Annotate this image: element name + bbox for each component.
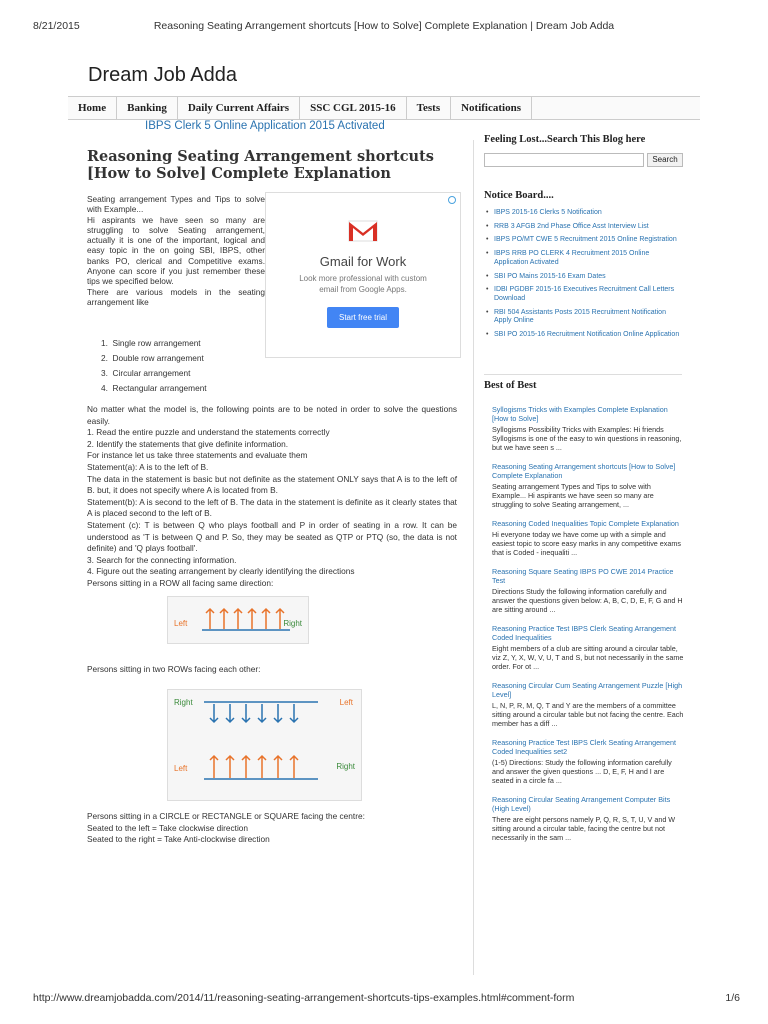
gmail-ad-banner[interactable] — [265, 192, 461, 358]
print-title: Reasoning Seating Arrangement shortcuts [How to Solve] Complete Explanation | Dream Job Adda — [153, 20, 615, 32]
nav-home[interactable]: Home — [68, 97, 117, 119]
best-post-snippet: There are eight persons namely P, Q, R, S, T, U, V and W sitting around a circular table, facing the centre but not necessarily in the sam ... — [492, 815, 676, 842]
notice-link[interactable]: • IDBI PGDBF 2015-16 Executives Recruitment Call Letters Download — [484, 286, 684, 303]
closing-line: Persons sitting in a CIRCLE or RECTANGLE or SQUARE facing the centre: — [87, 811, 365, 822]
nav-ssc-cgl[interactable]: SSC CGL 2015-16 — [300, 97, 407, 119]
double-row-diagram — [167, 689, 362, 801]
best-post-link[interactable]: Reasoning Seating Arrangement shortcuts [How to Solve] Complete Explanation — [492, 462, 676, 480]
list-item — [484, 624, 684, 671]
list-item: 1. Single row arrangement — [101, 338, 201, 348]
closing-text — [87, 811, 457, 846]
fig2-top-right-label: Left — [339, 698, 353, 708]
print-url: http://www.dreamjobadda.com/2014/11/reasoning-seating-arrangement-shortcuts-tips-examples.html#comment-form — [33, 992, 575, 1004]
list-item — [484, 462, 684, 509]
post-body — [87, 404, 457, 590]
sidebar-search — [484, 134, 684, 167]
closing-line: Seated to the right = Take Anti-clockwise direction — [87, 834, 270, 845]
body-para: 1. Read the entire puzzle and understand the statements correctly — [87, 427, 330, 438]
notice-link[interactable]: • IBPS RRB PO CLERK 4 Recruitment 2015 Online Application Activated — [484, 250, 684, 267]
intro-line-3: There are various models in the seating arrangement like — [87, 286, 265, 307]
notice-link[interactable]: • SBI PO 2015-16 Recruitment Notification Online Application — [484, 331, 684, 340]
body-para: The data in the statement is basic but not definite as the statement ONLY says that A is to the left of B. but, it does not specify where A is located from B. — [87, 473, 457, 496]
sidebar-best-of-best — [484, 380, 684, 852]
notice-link[interactable]: • SBI PO Mains 2015-16 Exam Dates — [484, 273, 684, 282]
adchoices-icon[interactable] — [448, 196, 456, 204]
best-post-link[interactable]: Reasoning Practice Test IBPS Clerk Seating Arrangement Coded Inequalities set2 — [492, 738, 677, 756]
best-of-best-title: Best of Best — [484, 380, 537, 391]
nav-banking[interactable]: Banking — [117, 97, 178, 119]
list-item — [484, 405, 684, 452]
blog-title[interactable]: Dream Job Adda — [88, 64, 237, 86]
sidebar-divider — [484, 374, 682, 375]
fig2-caption: Persons sitting in two ROWs facing each other: — [87, 663, 261, 674]
list-item: 4. Rectangular arrangement — [101, 383, 207, 393]
best-post-snippet: Eight members of a club are sitting around a circular table, viz Z, Y, X, W, V, U, T and S, but not necessarily in the same order. For ot ... — [492, 644, 684, 671]
sidebar-notice-board — [484, 190, 684, 345]
intro-section — [87, 194, 457, 376]
notice-link[interactable]: • RBI 504 Assistants Posts 2015 Recruitment Notification Apply Online — [484, 309, 684, 326]
search-input[interactable] — [484, 153, 644, 167]
body-para: Statement(a): A is to the left of B. — [87, 461, 209, 472]
best-post-snippet: Hi everyone today we have come up with a simple and easiest topic to score easy marks in any competitive exams that is Coded - inequaliti ... — [492, 530, 681, 557]
notice-board-title: Notice Board.... — [484, 190, 554, 201]
fig2-bottom-right-label: Right — [336, 762, 355, 772]
column-divider — [473, 140, 474, 975]
body-para: 3. Search for the connecting information. — [87, 554, 237, 565]
fig1-left-label: Left — [174, 618, 188, 628]
search-widget-title: Feeling Lost...Search This Blog here — [484, 134, 646, 145]
best-post-link[interactable]: Syllogisms Tricks with Examples Complete Explanation [How to Solve] — [492, 405, 668, 423]
notice-list — [484, 209, 684, 340]
body-para: For instance let us take three statements and evaluate them — [87, 450, 308, 461]
main-nav — [68, 96, 700, 120]
nav-daily-current-affairs[interactable]: Daily Current Affairs — [178, 97, 300, 119]
list-item — [484, 519, 684, 557]
post-intro — [87, 194, 265, 307]
list-item: 2. Double row arrangement — [101, 353, 204, 363]
intro-line-2: Hi aspirants we have seen so many are struggling to solve Seating arrangement, actually it is one of the important, logical and easy topic in the on going SBI, IBPS, other banks PO, clerical and Competitive exams. Anyone can score if you just remember these tips we specified below. — [87, 214, 265, 287]
print-date: 8/21/2015 — [33, 20, 80, 32]
best-post-link[interactable]: Reasoning Circular Cum Seating Arrangement Puzzle [High Level] — [492, 681, 683, 699]
scrolling-notice-link[interactable]: IBPS Clerk 5 Online Application 2015 Activated — [145, 120, 385, 132]
post-title: Reasoning Seating Arrangement shortcuts [How to Solve] Complete Explanation — [87, 148, 434, 182]
list-item — [484, 795, 684, 842]
list-item — [484, 681, 684, 728]
best-post-link[interactable]: Reasoning Square Seating IBPS PO CWE 2014 Practice Test — [492, 567, 674, 585]
best-post-link[interactable]: Reasoning Coded Inequalities Topic Complete Explanation — [492, 519, 679, 528]
closing-line: Seated to the left = Take clockwise direction — [87, 822, 249, 833]
gmail-logo-icon — [348, 219, 378, 243]
best-post-link[interactable]: Reasoning Practice Test IBPS Clerk Seating Arrangement Coded Inequalities — [492, 624, 677, 642]
print-header — [0, 20, 768, 34]
up-arrows-icon — [168, 597, 310, 645]
search-button[interactable]: Search — [647, 153, 683, 167]
fig1-right-label: Right — [283, 618, 302, 628]
notice-link[interactable]: • RRB 3 AFGB 2nd Phase Office Asst Interview List — [484, 223, 684, 232]
best-post-snippet: Directions Study the following information carefully and answer the questions given below: A, B, C, D, E, F, G and H are sitting around ... — [492, 587, 683, 614]
search-row — [484, 153, 684, 167]
body-para: No matter what the model is, the following points are to be noted in order to solve the questions easily. — [87, 404, 457, 426]
best-post-snippet: (1-5) Directions: Study the following information carefully and answer the given questions ... D, E, F, H and I are seated in a circle fa ... — [492, 758, 672, 785]
page-number: 1/6 — [725, 992, 740, 1004]
ad-description: Look more professional with custom email from Google Apps. — [299, 274, 427, 294]
post-content — [87, 148, 457, 846]
notice-link[interactable]: • IBPS 2015-16 Clerks 5 Notification — [484, 209, 684, 218]
nav-tests[interactable]: Tests — [407, 97, 451, 119]
facing-arrows-icon — [168, 690, 363, 802]
intro-line-1: Seating arrangement Types and Tips to solve with Example... — [87, 194, 265, 215]
best-post-snippet: Syllogisms Possibility Tricks with Examples: Hi friends Syllogisms is one of the easy to win questions in reasoning, but we have seen s ... — [492, 425, 682, 452]
single-row-diagram — [167, 596, 309, 644]
list-item: 3. Circular arrangement — [101, 368, 191, 378]
body-para: Statement(b): A is second to the left of B. The data in the statement is definite as it clearly states that A is placed second to the left of B. — [87, 496, 457, 519]
best-post-link[interactable]: Reasoning Circular Seating Arrangement Computer Bits (High Level) — [492, 795, 671, 813]
body-para: Statement (c): T is between Q who plays football and P in order of seating in a row. It can be understood as 'T is between Q and P. So, they may be seated as QTP or PTQ (so, the data is not definite) and 'Q plays football'. — [87, 519, 457, 554]
fig2-bottom-left-label: Left — [174, 764, 188, 774]
ad-headline: Gmail for Work — [319, 254, 407, 269]
body-para: 2. Identify the statements that give definite information. — [87, 438, 289, 449]
start-free-trial-button[interactable]: Start free trial — [327, 307, 399, 328]
notice-link[interactable]: • IBPS PO/MT CWE 5 Recruitment 2015 Online Registration — [484, 236, 684, 245]
list-item — [484, 738, 684, 785]
best-post-snippet: L, N, P, R, M, Q, T and Y are the members of a committee sitting around a circular table but not facing the centre. Each member has a diff ... — [492, 701, 684, 728]
best-post-snippet: Seating arrangement Types and Tips to solve with Example... Hi aspirants we have seen so many are struggling to solve Seating arrangement, ... — [492, 482, 654, 509]
list-item — [484, 567, 684, 614]
body-para: 4. Figure out the seating arrangement by clearly identifying the directions — [87, 566, 355, 577]
fig2-top-left-label: Right — [174, 698, 193, 708]
nav-notifications[interactable]: Notifications — [451, 97, 532, 119]
body-para: Persons sitting in a ROW all facing same direction: — [87, 577, 274, 588]
